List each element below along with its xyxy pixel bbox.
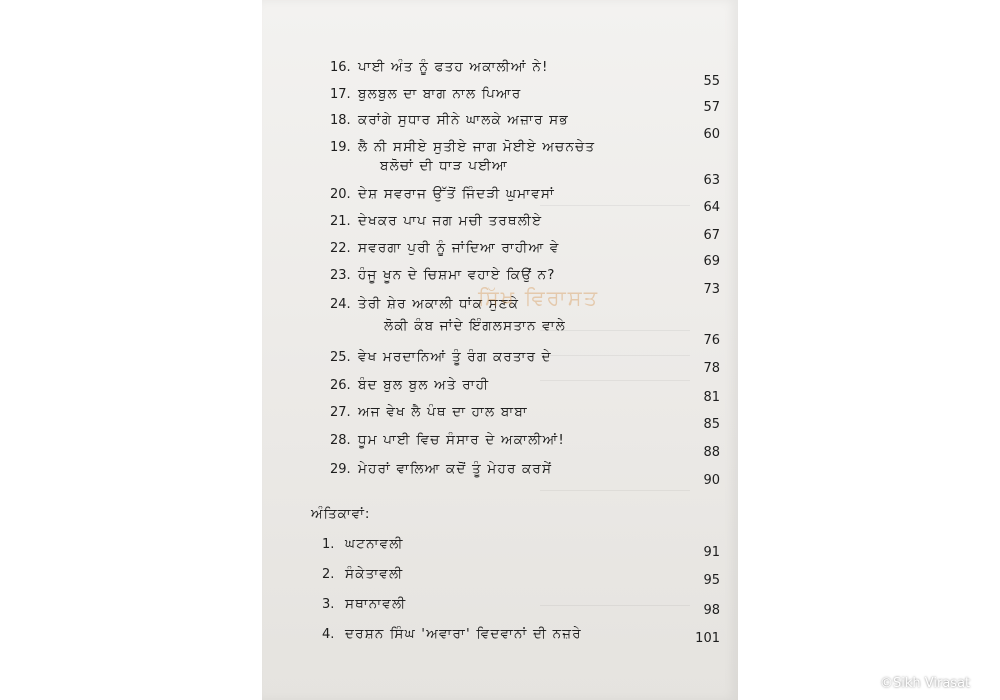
toc-entry-number: 23. <box>330 268 351 283</box>
toc-entry-number: 29. <box>330 462 351 477</box>
toc-entry-number: 20. <box>330 187 351 202</box>
toc-entry-page: 60 <box>703 127 720 142</box>
toc-entry-number: 25. <box>330 350 351 365</box>
toc-entry-title-continued: ਲੋਕੀ ਕੰਬ ਜਾਂਦੇ ਇੰਗਲਸਤਾਨ ਵਾਲੇ <box>384 318 566 334</box>
toc-entry-title: ਤੇਰੀ ਸ਼ੇਰ ਅਕਾਲੀ ਧਾਂਕ ਸੁਣਕੇ <box>358 296 520 312</box>
toc-entry-number: 19. <box>330 140 351 155</box>
toc-entry-title: ਪਾਈ ਅੰਤ ਨੂੰ ਫਤਹ ਅਕਾਲੀਆਂ ਨੇ! <box>358 59 549 75</box>
toc-entry-number: 21. <box>330 214 351 229</box>
toc-entry-title: ਬੰਦ ਬੁਲ ਬੁਲ ਅਤੇ ਰਾਹੀ <box>358 377 490 393</box>
toc-entry-title: ਧੂਮ ਪਾਈ ਵਿਚ ਸੰਸਾਰ ਦੇ ਅਕਾਲੀਆਂ! <box>358 432 565 448</box>
appendix-heading: ਅੰਤਿਕਾਵਾਂ: <box>311 506 371 522</box>
bleed-through-line <box>540 205 690 214</box>
toc-entry-page: 55 <box>703 74 720 89</box>
toc-entry-title: ਮੇਹਰਾਂ ਵਾਲਿਆ ਕਦੋਂ ਤੂੰ ਮੇਹਰ ਕਰਸੇਂ <box>358 461 553 477</box>
bleed-through-line <box>540 605 690 614</box>
toc-entry-title: ਦੇਖਕਰ ਪਾਪ ਜਗ ਮਚੀ ਤਰਥਲੀਏ <box>358 213 543 229</box>
toc-entry-page: 57 <box>703 100 720 115</box>
appendix-entry-number: 2. <box>322 567 335 582</box>
toc-entry-page: 73 <box>703 282 720 297</box>
appendix-entry-page: 101 <box>695 631 720 646</box>
toc-entry-title: ਕਰਾਂਗੇ ਸੁਧਾਰ ਸੀਨੇ ਘਾਲਕੇ ਅਜ਼ਾਰ ਸਭ <box>358 112 569 128</box>
toc-entry-page: 69 <box>703 254 720 269</box>
appendix-entry-number: 1. <box>322 537 335 552</box>
appendix-entry-page: 91 <box>703 545 720 560</box>
toc-entry-number: 26. <box>330 378 351 393</box>
toc-entry-number: 17. <box>330 87 351 102</box>
toc-entry-page: 88 <box>703 445 720 460</box>
toc-entry-title: ਅਜ ਵੇਖ ਲੈ ਪੰਥ ਦਾ ਹਾਲ ਬਾਬਾ <box>358 404 528 420</box>
toc-entry-title: ਬੁਲਬੁਲ ਦਾ ਬਾਗ ਨਾਲ ਪਿਆਰ <box>358 86 522 102</box>
toc-entry-page: 76 <box>703 333 720 348</box>
appendix-entry-page: 98 <box>703 603 720 618</box>
toc-entry-number: 16. <box>330 60 351 75</box>
toc-entry-page: 63 <box>703 173 720 188</box>
toc-entry-page: 67 <box>703 228 720 243</box>
toc-entry-page: 90 <box>703 473 720 488</box>
bleed-through-line <box>540 380 690 389</box>
watermark-text: ਸਿੱਖ ਵਿਰਾਸਤ <box>478 286 600 310</box>
toc-entry-title-continued: ਬਲੋਚਾਂ ਦੀ ਧਾੜ ਪਈਆ <box>380 158 508 174</box>
appendix-entry-title: ਘਟਨਾਵਲੀ <box>345 536 404 552</box>
toc-entry-page: 81 <box>703 390 720 405</box>
bleed-through-line <box>540 490 690 499</box>
appendix-entry-title: ਦਰਸ਼ਨ ਸਿੰਘ 'ਅਵਾਰਾ' ਵਿਦਵਾਨਾਂ ਦੀ ਨਜ਼ਰੇ <box>345 626 582 642</box>
toc-entry-number: 22. <box>330 241 351 256</box>
toc-entry-page: 64 <box>703 200 720 215</box>
toc-entry-page: 78 <box>703 361 720 376</box>
toc-entry-title: ਸਵਰਗਾ ਪੁਰੀ ਨੂੰ ਜਾਂਦਿਆ ਰਾਹੀਆ ਵੇ <box>358 240 560 256</box>
appendix-entry-title: ਸੰਕੇਤਾਵਲੀ <box>345 566 404 582</box>
appendix-entry-number: 4. <box>322 627 335 642</box>
bleed-through-line <box>540 355 690 364</box>
appendix-entry-page: 95 <box>703 573 720 588</box>
toc-entry-title: ਹੰਜੂ ਖੂਨ ਦੇ ਚਿਸ਼ਮਾ ਵਹਾਏ ਕਿਉਂ ਨ? <box>358 267 556 283</box>
toc-entry-number: 18. <box>330 113 351 128</box>
appendix-entry-title: ਸਥਾਨਾਵਲੀ <box>345 596 407 612</box>
toc-entry-number: 27. <box>330 405 351 420</box>
toc-entry-title: ਵੇਖ ਮਰਦਾਨਿਆਂ ਤੂੰ ਰੰਗ ਕਰਤਾਰ ਦੇ <box>358 349 552 365</box>
toc-entry-title: ਦੇਸ਼ ਸਵਰਾਜ ਉੱਤੋਂ ਜਿੰਦੜੀ ਘੁਮਾਵਸਾਂ <box>358 186 555 202</box>
appendix-entry-number: 3. <box>322 597 335 612</box>
toc-entry-number: 28. <box>330 433 351 448</box>
toc-entry-number: 24. <box>330 297 351 312</box>
toc-entry-title: ਲੈ ਨੀ ਸਸੀਏ ਸੁਤੀਏ ਜਾਗ ਮੋਈਏ ਅਚਨਚੇਤ <box>358 139 596 155</box>
toc-entry-page: 85 <box>703 417 720 432</box>
copyright-watermark: ©Sikh Virasat <box>880 676 971 691</box>
